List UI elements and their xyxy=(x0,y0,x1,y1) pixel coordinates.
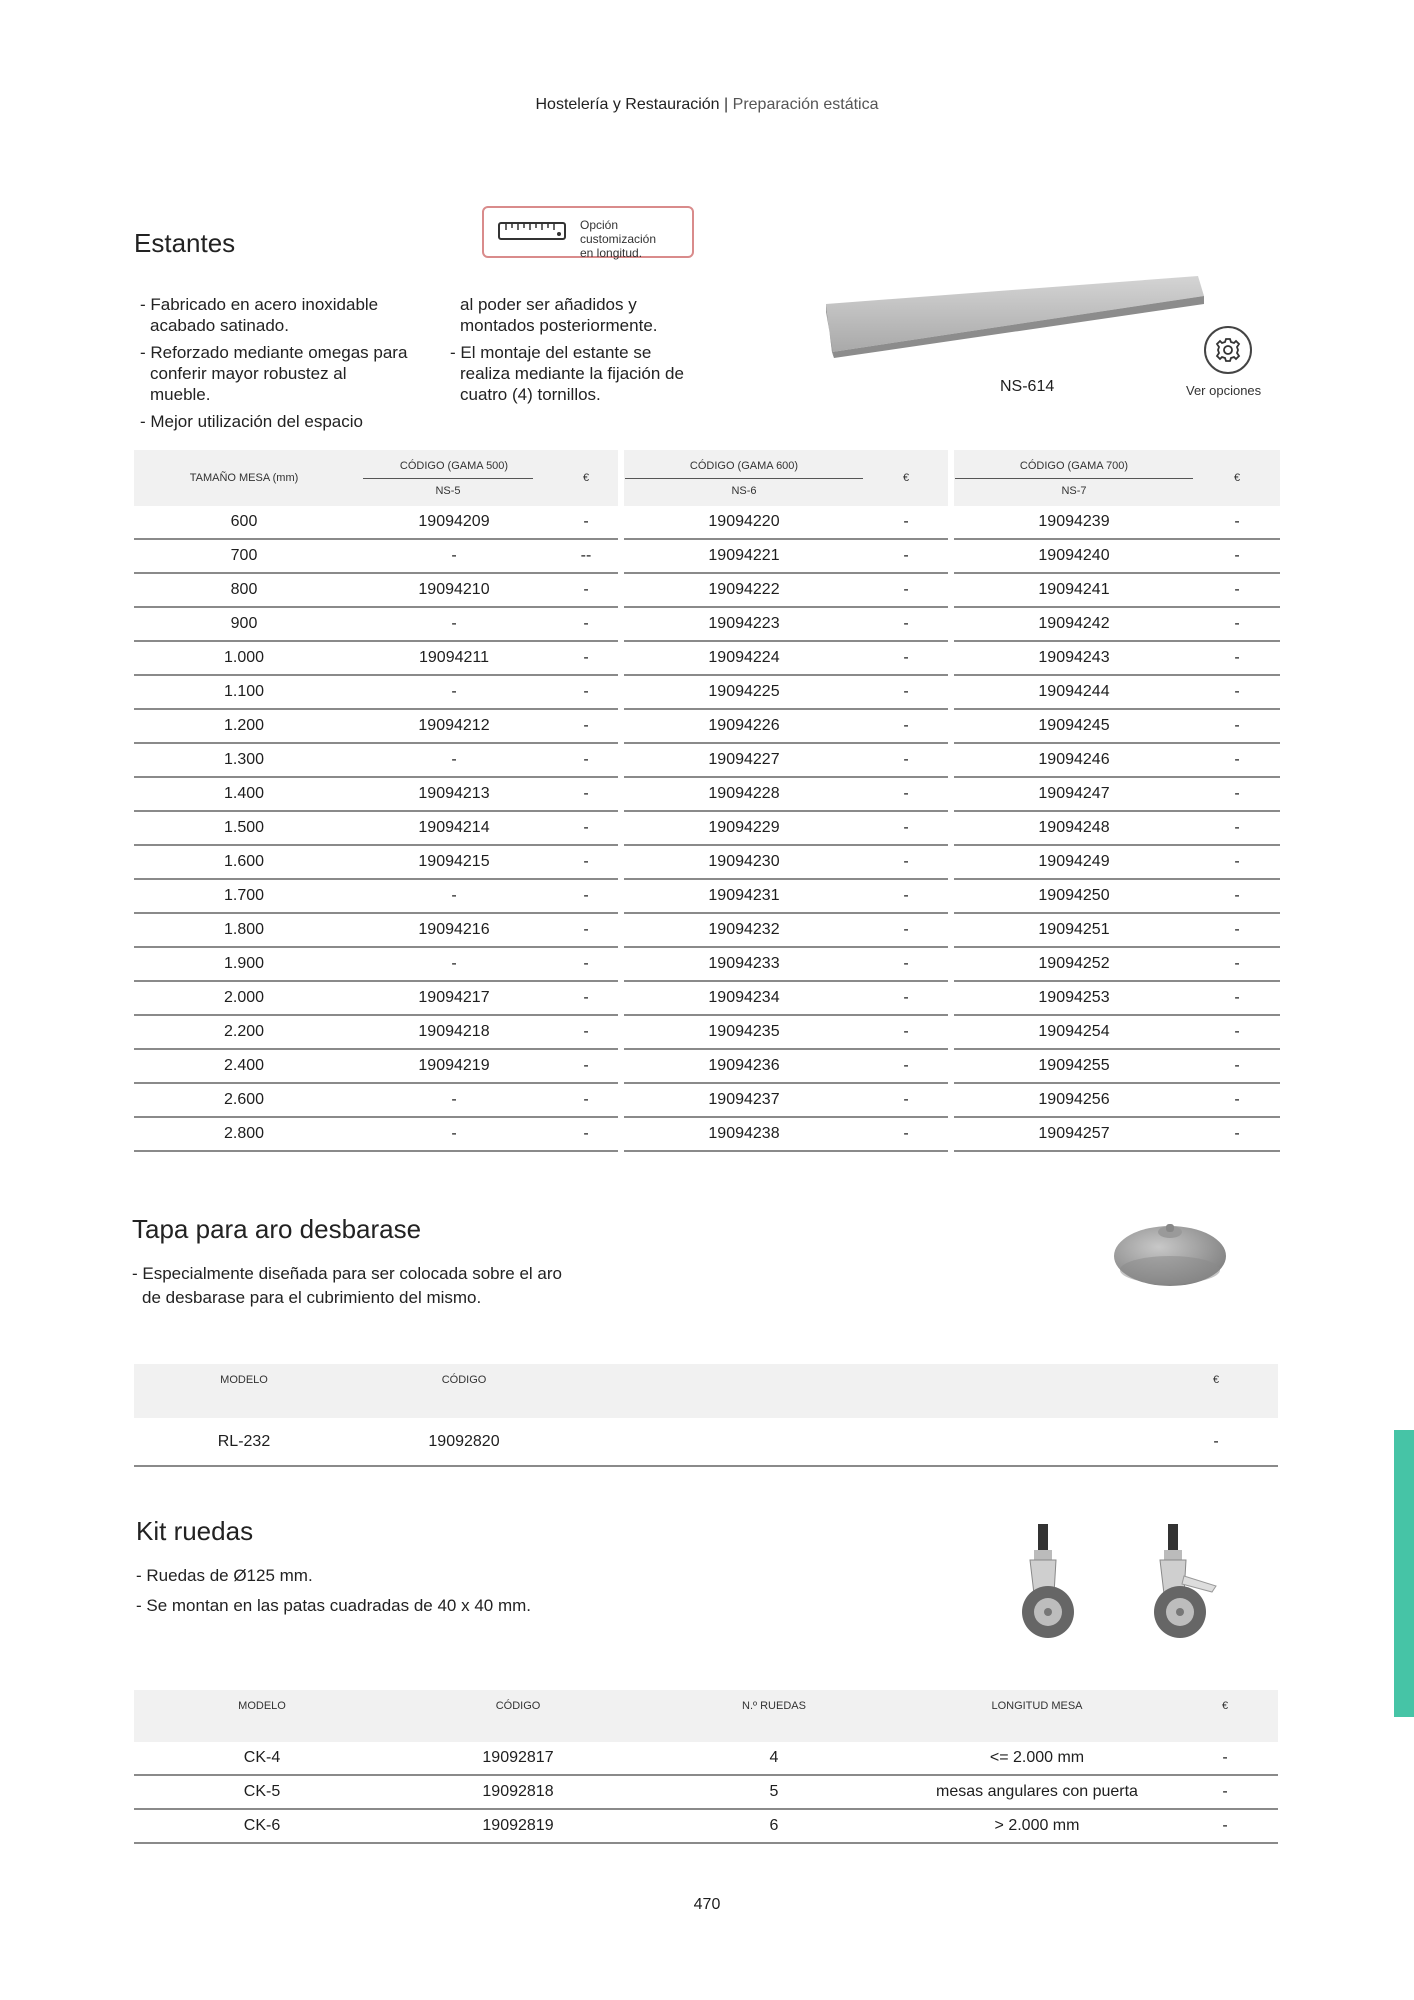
page-number: 470 xyxy=(693,1896,721,1913)
gama500-price-cell: - xyxy=(554,1117,618,1151)
table-row xyxy=(134,506,1280,539)
option-line-2: en longitud. xyxy=(580,246,643,260)
codigo-header: CÓDIGO xyxy=(441,1374,487,1386)
gama700-code-cell: 19094248 xyxy=(954,811,1194,845)
gama500-code-cell: - xyxy=(354,1117,554,1151)
gama600-code-cell: 19094235 xyxy=(624,1015,864,1049)
size-cell: 600 xyxy=(134,506,354,539)
gama600-price-cell: - xyxy=(864,641,948,675)
gama700-price-cell: - xyxy=(1194,1117,1280,1151)
gama600-price-cell: - xyxy=(864,607,948,641)
table-row xyxy=(134,1775,1278,1809)
table-row xyxy=(134,1742,1278,1775)
size-cell: 2.600 xyxy=(134,1083,354,1117)
gama500-code-cell: 19094209 xyxy=(354,506,554,539)
gama700-code-cell: 19094241 xyxy=(954,573,1194,607)
size-cell: 900 xyxy=(134,607,354,641)
size-cell: 1.100 xyxy=(134,675,354,709)
gama500-price-cell: - xyxy=(554,1015,618,1049)
gama700-price-cell: - xyxy=(1194,607,1280,641)
bullet: - Fabricado en acero inoxidable acabado satinado. xyxy=(140,295,379,335)
price-cell: - xyxy=(1172,1775,1278,1809)
header-subsection: Preparación estática xyxy=(732,96,879,113)
gama600-price-cell: - xyxy=(864,1049,948,1083)
table-row xyxy=(134,539,1280,573)
gama600-currency: € xyxy=(902,472,910,484)
estantes-bullets-right xyxy=(450,294,690,411)
gama700-code-cell: 19094244 xyxy=(954,675,1194,709)
gama600-price-cell: - xyxy=(864,1117,948,1151)
gama700-code-cell: 19094247 xyxy=(954,777,1194,811)
header-section: Hostelería y Restauración xyxy=(535,96,720,113)
gama700-code-cell: 19094255 xyxy=(954,1049,1194,1083)
gama500-code-cell: 19094213 xyxy=(354,777,554,811)
wheels-cell: 4 xyxy=(646,1742,902,1775)
gama500-header: CÓDIGO (GAMA 500) NS-5 xyxy=(354,450,554,506)
size-cell: 1.800 xyxy=(134,913,354,947)
option-line-1: Opción customización xyxy=(580,218,657,246)
table-row xyxy=(134,1015,1280,1049)
model-cell: CK-4 xyxy=(134,1742,390,1775)
gama700-price-cell: - xyxy=(1194,539,1280,573)
gama500-price-cell: - xyxy=(554,845,618,879)
gama600-price-cell: - xyxy=(864,506,948,539)
size-cell: 1.600 xyxy=(134,845,354,879)
gama600-price-cell: - xyxy=(864,675,948,709)
table-row xyxy=(134,641,1280,675)
gama500-currency: € xyxy=(582,472,590,484)
table-row xyxy=(134,573,1280,607)
kit-title: Kit ruedas xyxy=(136,1516,254,1546)
caster-wheel-image xyxy=(1010,1520,1080,1644)
gama500-code-cell: 19094211 xyxy=(354,641,554,675)
size-cell: 1.000 xyxy=(134,641,354,675)
gama500-price-cell: - xyxy=(554,1049,618,1083)
model-cell: CK-6 xyxy=(134,1809,390,1843)
gama500-price-cell: - xyxy=(554,506,618,539)
table-row xyxy=(134,777,1280,811)
size-cell: 1.300 xyxy=(134,743,354,777)
gama500-price-cell: - xyxy=(554,879,618,913)
page-header xyxy=(0,96,1414,114)
table-row xyxy=(134,1418,1278,1466)
gama500-code-cell: - xyxy=(354,743,554,777)
gama700-code-cell: 19094239 xyxy=(954,506,1194,539)
size-cell: 1.400 xyxy=(134,777,354,811)
gama700-price-cell: - xyxy=(1194,845,1280,879)
currency-header: € xyxy=(1212,1374,1220,1386)
gama600-price-cell: - xyxy=(864,811,948,845)
gama700-price-cell: - xyxy=(1194,811,1280,845)
gama500-code-cell: 19094212 xyxy=(354,709,554,743)
gama600-code-cell: 19094230 xyxy=(624,845,864,879)
gama700-price-cell: - xyxy=(1194,573,1280,607)
table-row xyxy=(134,675,1280,709)
gama500-code-cell: 19094210 xyxy=(354,573,554,607)
bullet: - Ruedas de Ø125 mm. xyxy=(136,1566,313,1585)
gama600-code-cell: 19094228 xyxy=(624,777,864,811)
table-row xyxy=(134,1049,1280,1083)
gama600-price-cell: - xyxy=(864,539,948,573)
estantes-title: Estantes xyxy=(134,228,236,258)
gama500-code-cell: - xyxy=(354,607,554,641)
modelo-header: MODELO xyxy=(238,1700,286,1712)
gama600-code-cell: 19094225 xyxy=(624,675,864,709)
gama500-code-cell: - xyxy=(354,539,554,573)
bullet: - Mejor utilización del espacio xyxy=(140,412,363,431)
gama700-price-cell: - xyxy=(1194,709,1280,743)
gama500-code-cell: 19094217 xyxy=(354,981,554,1015)
gama500-price-cell: - xyxy=(554,1083,618,1117)
table-row xyxy=(134,913,1280,947)
gama700-price-cell: - xyxy=(1194,947,1280,981)
gama700-price-cell: - xyxy=(1194,506,1280,539)
table-row xyxy=(134,879,1280,913)
gama600-code-cell: 19094220 xyxy=(624,506,864,539)
table-row xyxy=(134,607,1280,641)
length-cell: > 2.000 mm xyxy=(902,1809,1172,1843)
gama500-price-cell: - xyxy=(554,981,618,1015)
gama700-price-cell: - xyxy=(1194,641,1280,675)
table-row xyxy=(134,811,1280,845)
size-cell: 1.200 xyxy=(134,709,354,743)
gama500-code-cell: - xyxy=(354,1083,554,1117)
gama700-code-cell: 19094240 xyxy=(954,539,1194,573)
bullet: - Se montan en las patas cuadradas de 40 x 40 mm. xyxy=(136,1596,532,1615)
gama500-price-cell: - xyxy=(554,947,618,981)
size-cell: 2.400 xyxy=(134,1049,354,1083)
size-cell: 2.800 xyxy=(134,1117,354,1151)
currency-header: € xyxy=(1221,1700,1229,1712)
table-row xyxy=(134,1117,1280,1151)
gama500-price-cell: - xyxy=(554,641,618,675)
gama500-price-cell: -- xyxy=(554,539,618,573)
gama600-code-cell: 19094223 xyxy=(624,607,864,641)
gama700-price-cell: - xyxy=(1194,1049,1280,1083)
code-cell: 19092819 xyxy=(390,1809,646,1843)
gama700-price-cell: - xyxy=(1194,743,1280,777)
gama700-code-cell: 19094246 xyxy=(954,743,1194,777)
customization-option-box xyxy=(482,206,694,258)
gama500-code-cell: 19094218 xyxy=(354,1015,554,1049)
size-cell: 2.000 xyxy=(134,981,354,1015)
caster-wheel-brake-image xyxy=(1150,1520,1240,1644)
gama500-price-cell: - xyxy=(554,913,618,947)
price-cell: - xyxy=(1172,1809,1278,1843)
gama700-header: CÓDIGO (GAMA 700) NS-7 xyxy=(954,450,1194,506)
gama700-price-cell: - xyxy=(1194,879,1280,913)
tapa-table xyxy=(134,1364,1278,1467)
gama500-price-cell: - xyxy=(554,675,618,709)
bullet: al poder ser añadidos y montados posteriormente. xyxy=(460,295,658,335)
gama600-code-cell: 19094238 xyxy=(624,1117,864,1151)
bullet: - Reforzado mediante omegas para conferir mayor robustez al mueble. xyxy=(140,343,408,404)
col-size-header: TAMAÑO MESA (mm) xyxy=(189,472,299,484)
gama500-code-cell: 19094219 xyxy=(354,1049,554,1083)
ruedas-header: N.º RUEDAS xyxy=(742,1700,806,1712)
lid-product-image xyxy=(1112,1208,1232,1292)
gama600-code-cell: 19094234 xyxy=(624,981,864,1015)
gama500-code-cell: - xyxy=(354,675,554,709)
gama500-price-cell: - xyxy=(554,777,618,811)
gama600-code-cell: 19094224 xyxy=(624,641,864,675)
size-cell: 1.500 xyxy=(134,811,354,845)
gama500-code-cell: - xyxy=(354,947,554,981)
gama700-code-cell: 19094250 xyxy=(954,879,1194,913)
table-row xyxy=(134,709,1280,743)
size-cell: 800 xyxy=(134,573,354,607)
model-cell: RL-232 xyxy=(134,1418,354,1466)
gama700-code-cell: 19094249 xyxy=(954,845,1194,879)
length-cell: <= 2.000 mm xyxy=(902,1742,1172,1775)
gama600-code-cell: 19094233 xyxy=(624,947,864,981)
gama600-code-cell: 19094232 xyxy=(624,913,864,947)
gama600-code-cell: 19094226 xyxy=(624,709,864,743)
gama700-code-cell: 19094242 xyxy=(954,607,1194,641)
gama700-code-cell: 19094257 xyxy=(954,1117,1194,1151)
price-cell: - xyxy=(1154,1418,1278,1466)
tapa-bullets xyxy=(132,1262,562,1316)
gama700-code-cell: 19094256 xyxy=(954,1083,1194,1117)
gama600-header: CÓDIGO (GAMA 600) NS-6 xyxy=(624,450,864,506)
estantes-bullets-left xyxy=(140,294,410,438)
gama700-price-cell: - xyxy=(1194,1015,1280,1049)
gama700-price-cell: - xyxy=(1194,777,1280,811)
header-separator: | xyxy=(724,96,729,113)
table-row xyxy=(134,845,1280,879)
size-cell: 700 xyxy=(134,539,354,573)
gama600-price-cell: - xyxy=(864,879,948,913)
gama700-price-cell: - xyxy=(1194,981,1280,1015)
gama600-price-cell: - xyxy=(864,913,948,947)
gama600-price-cell: - xyxy=(864,1083,948,1117)
options-label[interactable]: Ver opciones xyxy=(1186,383,1262,398)
gama600-price-cell: - xyxy=(864,845,948,879)
size-cell: 1.900 xyxy=(134,947,354,981)
options-button[interactable] xyxy=(1204,326,1252,374)
gama700-code-cell: 19094252 xyxy=(954,947,1194,981)
table-row xyxy=(134,1809,1278,1843)
gama500-code-cell: 19094216 xyxy=(354,913,554,947)
gama600-price-cell: - xyxy=(864,981,948,1015)
gama600-code-cell: 19094222 xyxy=(624,573,864,607)
gama600-code-cell: 19094236 xyxy=(624,1049,864,1083)
gama500-price-cell: - xyxy=(554,743,618,777)
ruler-icon xyxy=(498,220,568,242)
gama700-code-cell: 19094245 xyxy=(954,709,1194,743)
gama500-code-cell: 19094215 xyxy=(354,845,554,879)
gama700-code-cell: 19094243 xyxy=(954,641,1194,675)
bullet: - El montaje del estante se realiza mediante la fijación de cuatro (4) tornillos. xyxy=(450,343,684,404)
gama600-code-cell: 19094221 xyxy=(624,539,864,573)
gama700-code-cell: 19094251 xyxy=(954,913,1194,947)
gama600-price-cell: - xyxy=(864,573,948,607)
model-cell: CK-5 xyxy=(134,1775,390,1809)
size-cell: 2.200 xyxy=(134,1015,354,1049)
code-cell: 19092818 xyxy=(390,1775,646,1809)
gama600-code-cell: 19094227 xyxy=(624,743,864,777)
gama700-code-cell: 19094254 xyxy=(954,1015,1194,1049)
code-cell: 19092817 xyxy=(390,1742,646,1775)
estantes-table xyxy=(134,450,1280,1152)
kit-bullets xyxy=(136,1564,656,1624)
size-cell: 1.700 xyxy=(134,879,354,913)
gama600-code-cell: 19094231 xyxy=(624,879,864,913)
kit-table xyxy=(134,1690,1278,1844)
gama500-price-cell: - xyxy=(554,811,618,845)
wheels-cell: 5 xyxy=(646,1775,902,1809)
price-cell: - xyxy=(1172,1742,1278,1775)
table-row xyxy=(134,743,1280,777)
table-row xyxy=(134,1083,1280,1117)
gama500-price-cell: - xyxy=(554,573,618,607)
bullet: - Especialmente diseñada para ser colocada sobre el aro de desbarase para el cubrimiento del mismo. xyxy=(132,1264,562,1307)
gama500-code-cell: 19094214 xyxy=(354,811,554,845)
table-row xyxy=(134,981,1280,1015)
gama600-price-cell: - xyxy=(864,709,948,743)
gama700-code-cell: 19094253 xyxy=(954,981,1194,1015)
tapa-title: Tapa para aro desbarase xyxy=(132,1214,422,1244)
gama500-price-cell: - xyxy=(554,709,618,743)
table-row xyxy=(134,947,1280,981)
modelo-header: MODELO xyxy=(220,1374,268,1386)
longitud-header: LONGITUD MESA xyxy=(991,1700,1083,1712)
length-cell: mesas angulares con puerta xyxy=(902,1775,1172,1809)
gama700-price-cell: - xyxy=(1194,675,1280,709)
gama600-price-cell: - xyxy=(864,1015,948,1049)
gama600-price-cell: - xyxy=(864,947,948,981)
gama500-price-cell: - xyxy=(554,607,618,641)
section-side-tab xyxy=(1394,1430,1414,1717)
gama600-code-cell: 19094229 xyxy=(624,811,864,845)
gama700-price-cell: - xyxy=(1194,1083,1280,1117)
gama600-price-cell: - xyxy=(864,777,948,811)
gear-icon xyxy=(1206,328,1250,372)
codigo-header: CÓDIGO xyxy=(495,1700,541,1712)
gama600-price-cell: - xyxy=(864,743,948,777)
gama700-currency: € xyxy=(1233,472,1241,484)
wheels-cell: 6 xyxy=(646,1809,902,1843)
gama700-price-cell: - xyxy=(1194,913,1280,947)
gama500-code-cell: - xyxy=(354,879,554,913)
gama600-code-cell: 19094237 xyxy=(624,1083,864,1117)
shelf-product-image xyxy=(820,262,1210,372)
code-cell: 19092820 xyxy=(354,1418,574,1466)
product-label: NS-614 xyxy=(1000,378,1055,395)
